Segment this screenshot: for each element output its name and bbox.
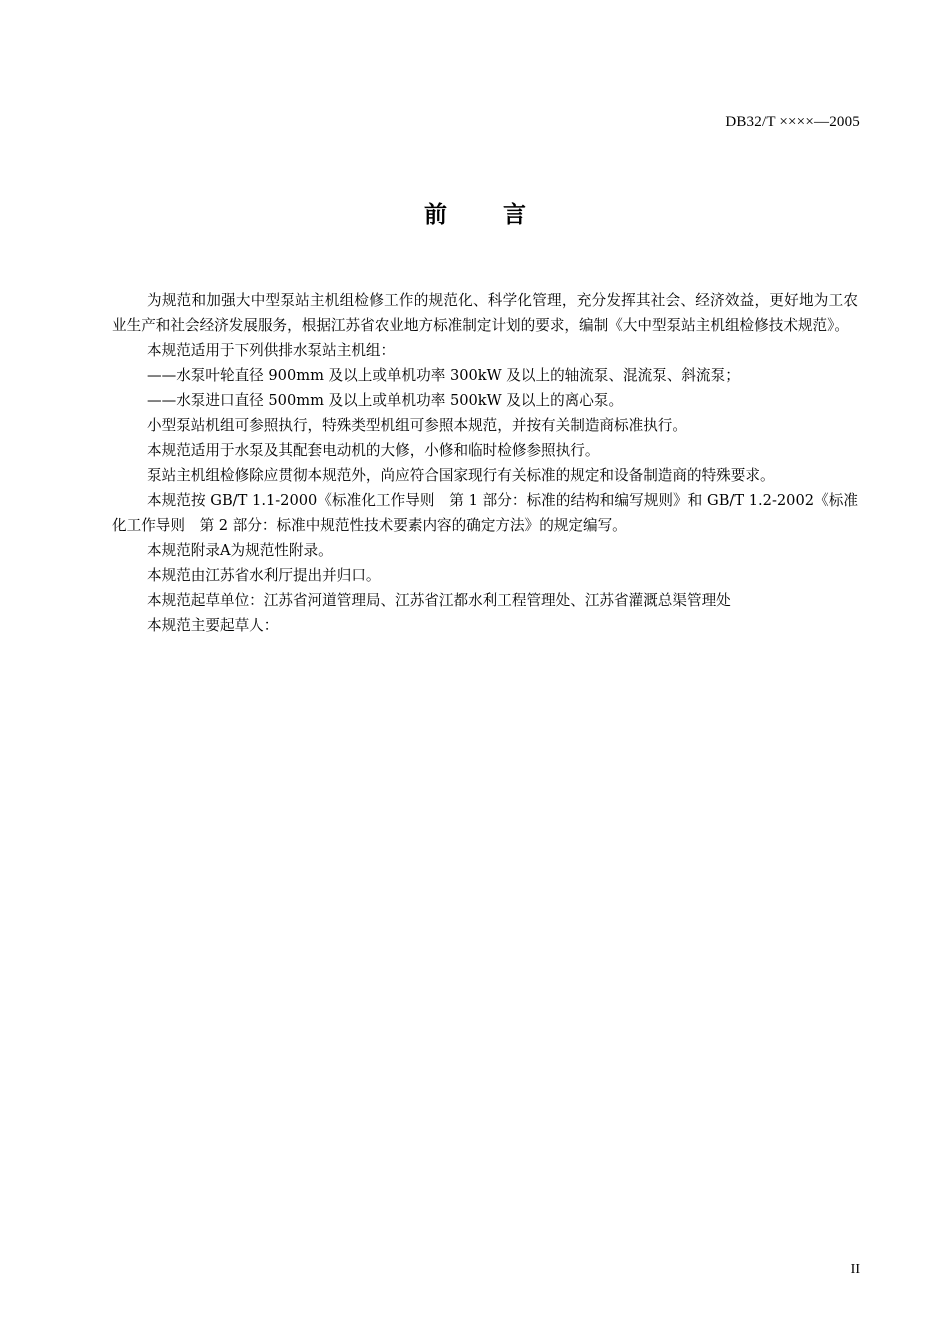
list-item-centrifugal-pumps: ——水泵进口直径 500mm 及以上或单机功率 500kW 及以上的离心泵。 — [147, 392, 624, 409]
standard-code: DB32/T ××××—2005 — [725, 114, 860, 130]
paragraph-compliance: 泵站主机组检修除应贯彻本规范外，尚应符合国家现行有关标准的规定和设备制造商的特殊要求。 — [147, 467, 775, 484]
paragraph-drafters: 本规范主要起草人： — [147, 617, 279, 634]
paragraph-drafting-units: 本规范起草单位：江苏省河道管理局、江苏省江都水利工程管理处、江苏省灌溉总渠管理处 — [147, 592, 731, 609]
list-item-axial-pumps: ——水泵叶轮直径 900mm 及以上或单机功率 300kW 及以上的轴流泵、混流泵、斜流泵； — [147, 367, 740, 384]
paragraph-overhaul: 本规范适用于水泵及其配套电动机的大修，小修和临时检修参照执行。 — [147, 442, 600, 459]
paragraph-proposer: 本规范由江苏省水利厅提出并归口。 — [147, 567, 381, 584]
page-number: II — [850, 1262, 860, 1277]
paragraph-small-stations: 小型泵站机组可参照执行，特殊类型机组可参照本规范，并按有关制造商标准执行。 — [147, 417, 687, 434]
paragraph-appendix: 本规范附录A为规范性附录。 — [147, 542, 333, 559]
foreword-body — [112, 288, 858, 638]
paragraph-purpose: 为规范和加强大中型泵站主机组检修工作的规范化、科学化管理，充分发挥其社会、经济效益，更好地为工农业生产和社会经济发展服务，根据江苏省农业地方标准制定计划的要求，编制《大中型泵站主机组检修技术规范》。 — [112, 292, 858, 334]
paragraph-drafting-rules: 本规范按 GB/T 1.1-2000《标准化工作导则 第 1 部分：标准的结构和编写规则》和 GB/T 1.2-2002《标准化工作导则 第 2 部分：标准中规范性技术要素内容的确定方法》的规定编写。 — [112, 492, 858, 534]
paragraph-scope: 本规范适用于下列供排水泵站主机组： — [147, 342, 396, 359]
page-title: 前言 — [424, 202, 582, 228]
